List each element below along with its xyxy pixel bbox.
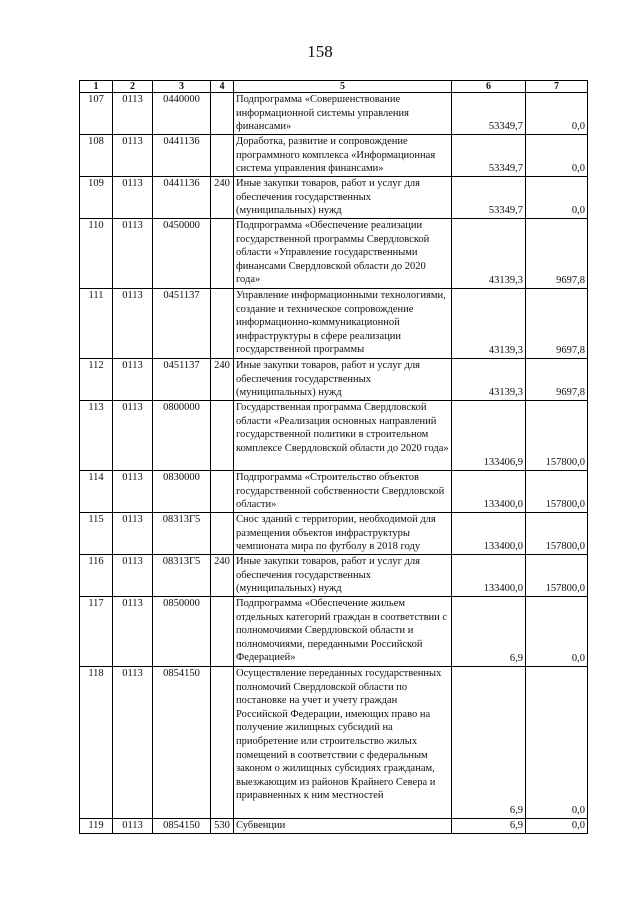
row-section-code: 0113	[113, 359, 153, 401]
table-row	[80, 555, 588, 597]
row-name: Субвенции	[234, 819, 452, 834]
row-value-col-7: 9697,8	[526, 359, 588, 401]
row-number: 107	[80, 93, 113, 135]
row-section-code: 0113	[113, 135, 153, 177]
row-value-col-7: 9697,8	[526, 289, 588, 359]
row-expense-type	[211, 289, 234, 359]
row-section-code: 0113	[113, 177, 153, 219]
row-expense-type	[211, 219, 234, 289]
row-target-code: 0450000	[153, 219, 211, 289]
budget-table	[79, 80, 588, 834]
row-expense-type	[211, 135, 234, 177]
table-row	[80, 597, 588, 667]
row-expense-type: 240	[211, 555, 234, 597]
row-number: 118	[80, 667, 113, 819]
row-number: 117	[80, 597, 113, 667]
row-number: 109	[80, 177, 113, 219]
row-expense-type	[211, 597, 234, 667]
row-number: 119	[80, 819, 113, 834]
row-value-col-6: 43139,3	[452, 289, 526, 359]
table-row	[80, 289, 588, 359]
row-expense-type	[211, 401, 234, 471]
row-section-code: 0113	[113, 667, 153, 819]
row-number: 114	[80, 471, 113, 513]
row-section-code: 0113	[113, 289, 153, 359]
row-target-code: 0451137	[153, 289, 211, 359]
row-number: 111	[80, 289, 113, 359]
row-value-col-7: 0,0	[526, 93, 588, 135]
row-target-code: 0441136	[153, 135, 211, 177]
row-section-code: 0113	[113, 819, 153, 834]
row-target-code: 0441136	[153, 177, 211, 219]
table-row	[80, 177, 588, 219]
row-value-col-7: 157800,0	[526, 401, 588, 471]
row-name: Осуществление переданных государственных полномочий Свердловской области по постановке на учет и учету граждан Российской Федерации, имеющих право на получение жилищных субсидий на приобретение или строительство жилых помещений в соответствии с федеральным законом о жилищных субсидиях гражданам, выезжающим из районов Крайнего Севера и приравненных к ним местностей	[234, 667, 452, 819]
row-value-col-6: 133400,0	[452, 513, 526, 555]
row-value-col-7: 9697,8	[526, 219, 588, 289]
row-value-col-6: 43139,3	[452, 219, 526, 289]
row-target-code: 0800000	[153, 401, 211, 471]
row-value-col-7: 0,0	[526, 177, 588, 219]
row-number: 110	[80, 219, 113, 289]
row-name: Иные закупки товаров, работ и услуг для обеспечения государственных (муниципальных) нужд	[234, 177, 452, 219]
row-value-col-7: 157800,0	[526, 513, 588, 555]
row-name: Иные закупки товаров, работ и услуг для обеспечения государственных (муниципальных) нужд	[234, 555, 452, 597]
table-row	[80, 667, 588, 819]
row-section-code: 0113	[113, 513, 153, 555]
row-name: Государственная программа Свердловской области «Реализация основных направлений государственной политики в строительном комплексе Свердловской области до 2020 года»	[234, 401, 452, 471]
row-target-code: 0854150	[153, 667, 211, 819]
row-number: 113	[80, 401, 113, 471]
row-name: Иные закупки товаров, работ и услуг для обеспечения государственных (муниципальных) нужд	[234, 359, 452, 401]
row-target-code: 0854150	[153, 819, 211, 834]
row-value-col-6: 6,9	[452, 667, 526, 819]
row-value-col-6: 133400,0	[452, 471, 526, 513]
row-value-col-7: 0,0	[526, 135, 588, 177]
row-section-code: 0113	[113, 471, 153, 513]
row-section-code: 0113	[113, 401, 153, 471]
row-expense-type: 240	[211, 359, 234, 401]
page-number: 158	[307, 42, 333, 61]
row-value-col-7: 157800,0	[526, 471, 588, 513]
table-row	[80, 401, 588, 471]
row-name: Управление информационными технологиями, создание и техническое сопровождение информационно-коммуникационной инфраструктуры в сфере реализации государственной программы	[234, 289, 452, 359]
row-value-col-6: 53349,7	[452, 135, 526, 177]
header-col-6: 6	[452, 81, 526, 93]
row-section-code: 0113	[113, 93, 153, 135]
header-col-7: 7	[526, 81, 588, 93]
row-value-col-7: 157800,0	[526, 555, 588, 597]
row-value-col-6: 6,9	[452, 819, 526, 834]
row-expense-type: 530	[211, 819, 234, 834]
header-col-4: 4	[211, 81, 234, 93]
header-col-3: 3	[153, 81, 211, 93]
row-target-code: 08313Г5	[153, 555, 211, 597]
row-target-code: 0850000	[153, 597, 211, 667]
header-col-5: 5	[234, 81, 452, 93]
table-row	[80, 819, 588, 834]
row-value-col-7: 0,0	[526, 819, 588, 834]
row-name: Подпрограмма «Обеспечение жильем отдельных категорий граждан в соответствии с полномочиями Свердловской области и полномочиями, переданными Российской Федерацией»	[234, 597, 452, 667]
row-section-code: 0113	[113, 597, 153, 667]
row-target-code: 0451137	[153, 359, 211, 401]
row-value-col-6: 133406,9	[452, 401, 526, 471]
row-expense-type	[211, 513, 234, 555]
row-name: Доработка, развитие и сопровождение программного комплекса «Информационная система управления финансами»	[234, 135, 452, 177]
row-value-col-6: 133400,0	[452, 555, 526, 597]
row-name: Подпрограмма «Совершенствование информационной системы управления финансами»	[234, 93, 452, 135]
row-value-col-6: 53349,7	[452, 93, 526, 135]
row-value-col-6: 53349,7	[452, 177, 526, 219]
row-name: Снос зданий с территории, необходимой для размещения объектов инфраструктуры чемпионата мира по футболу в 2018 году	[234, 513, 452, 555]
table-row	[80, 135, 588, 177]
row-value-col-7: 0,0	[526, 667, 588, 819]
table-row	[80, 471, 588, 513]
row-name: Подпрограмма «Строительство объектов государственной собственности Свердловской области»	[234, 471, 452, 513]
row-value-col-6: 43139,3	[452, 359, 526, 401]
row-expense-type: 240	[211, 177, 234, 219]
table-row	[80, 359, 588, 401]
row-number: 108	[80, 135, 113, 177]
table-row	[80, 93, 588, 135]
row-target-code: 08313Г5	[153, 513, 211, 555]
row-number: 112	[80, 359, 113, 401]
row-value-col-7: 0,0	[526, 597, 588, 667]
header-col-2: 2	[113, 81, 153, 93]
table-body	[80, 93, 588, 834]
row-section-code: 0113	[113, 555, 153, 597]
row-expense-type	[211, 471, 234, 513]
row-number: 115	[80, 513, 113, 555]
row-target-code: 0440000	[153, 93, 211, 135]
row-name: Подпрограмма «Обеспечение реализации государственной программы Свердловской области «Управление государственными финансами Свердловской области до 2020 года»	[234, 219, 452, 289]
table-row	[80, 219, 588, 289]
table-row	[80, 513, 588, 555]
row-expense-type	[211, 93, 234, 135]
header-row	[80, 81, 588, 93]
row-number: 116	[80, 555, 113, 597]
header-col-1: 1	[80, 81, 113, 93]
row-target-code: 0830000	[153, 471, 211, 513]
row-section-code: 0113	[113, 219, 153, 289]
row-expense-type	[211, 667, 234, 819]
row-value-col-6: 6,9	[452, 597, 526, 667]
